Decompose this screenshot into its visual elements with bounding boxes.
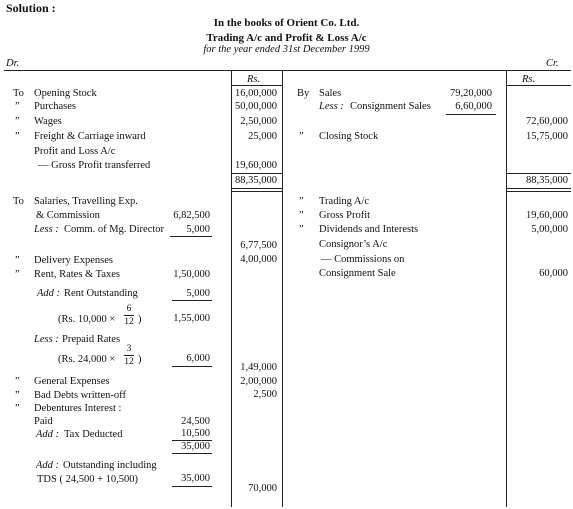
commission-label: & Commission [36,210,100,221]
sales-label: Sales [319,88,342,99]
paid-label: Paid [34,416,53,427]
consignment-sales-label: Consignment Sales [350,101,431,112]
freight-amount: 25,000 [248,131,277,142]
rs-rule-right [507,85,571,86]
less-comm-label: Comm. of Mg. Director [64,224,165,235]
less-label: Less : [34,334,59,345]
purchases-amount: 50,00,000 [235,101,277,112]
prepaid-label: Prepaid Rates [62,334,121,345]
salaries-label: Salaries, Travelling Exp. [34,196,138,207]
fraction-numerator: 6 [126,304,132,314]
bad-debts-label: Bad Debts written-off [34,390,126,401]
pl-ac-label: Profit and Loss A/c [34,146,116,157]
rent-subtotal-amount: 1,55,000 [173,313,210,324]
subtotal-rule [446,114,496,115]
deb-subtotal-amount: 35,000 [181,441,210,452]
salaries-net-amount: 6,77,500 [240,240,277,251]
rs-header-right: Rs. [522,74,536,85]
subtotal-rule [172,486,212,487]
trading-total-dr: 88,35,000 [235,175,277,186]
tax-deducted-label: Tax Deducted [64,429,123,440]
dividends-amount: 5,00,000 [531,224,568,235]
freight-label: Freight & Carriage inward [34,131,146,142]
total-rule [507,188,571,189]
gross-profit-amount: 19,60,000 [526,210,568,221]
less-label: Less : [34,224,59,235]
total-rule [232,188,282,189]
fraction-bar [124,315,134,316]
general-label: General Expenses [34,376,110,387]
delivery-amount: 4,00,000 [240,254,277,265]
sales-amount: 79,20,000 [450,88,492,99]
subtotal-rule [172,366,212,367]
gross-profit-label: Gross Profit [319,210,371,221]
rent-calc-text: (Rs. 10,000 × [58,314,116,325]
purchases-label: Purchases [34,101,76,112]
gp-transferred-label: — Gross Profit transferred [38,160,151,171]
ditto-mark: ” [299,210,304,221]
col-divider-inner-right [506,70,507,507]
to-label: To [13,196,24,207]
tax-deducted-amount: 10,500 [181,428,210,439]
rent-outstanding-label: Rent Outstanding [64,288,138,299]
fraction-bar [124,355,134,356]
total-rule [507,191,571,192]
rs-header-left: Rs. [247,74,261,85]
ditto-mark: ” [15,403,20,414]
opening-stock-label: Opening Stock [34,88,97,99]
ditto-mark: ” [15,116,20,127]
bad-debts-amount: 2,500 [253,389,277,400]
less-comm-amount: 5,000 [186,224,210,235]
subtotal-rule [232,173,282,174]
rent-outstanding-amount: 5,000 [186,288,210,299]
ledger-title: In the books of Orient Co. Ltd. [213,17,360,29]
period-subtitle: for the year ended 31st December 1999 [203,44,370,55]
less-label: Less : [319,101,344,112]
commission-amount: 6,82,500 [173,210,210,221]
wages-label: Wages [34,116,62,127]
cr-label: Cr. [546,58,559,69]
trading-total-cr: 88,35,000 [526,175,568,186]
ditto-mark: ” [15,101,20,112]
paid-amount: 24,500 [181,416,210,427]
add-label: Add : [36,460,60,471]
add-label: Add : [36,429,60,440]
ditto-mark: ” [15,131,20,142]
ditto-mark: ” [299,224,304,235]
fraction-denominator: 12 [124,357,134,367]
opening-stock-amount: 16,00,000 [235,88,277,99]
ditto-mark: ” [299,131,304,142]
closing-stock-label: Closing Stock [319,131,379,142]
prepaid-amount: 6,000 [186,353,210,364]
dr-label: Dr. [6,58,20,69]
rent-amount: 1,50,000 [173,269,210,280]
subtotal-rule [172,300,212,301]
deb-total-amount: 70,000 [248,483,277,494]
prepaid-calc-text: (Rs. 24,000 × [58,354,116,365]
rs-rule-left [232,85,282,86]
fraction-numerator: 3 [126,344,132,354]
total-rule [232,191,282,192]
consignor-label: Consignor’s A/c [319,239,388,250]
trading-ac-label: Trading A/c [319,196,370,207]
rent-label: Rent, Rates & Taxes [34,269,120,280]
account-title: Trading A/c and Profit & Loss A/c [206,32,367,44]
ditto-mark: ” [15,376,20,387]
to-label: To [13,88,24,99]
fraction-denominator: 12 [124,317,134,327]
prepaid-calc-close: ) [138,354,142,365]
add-label: Add : [37,288,61,299]
outstanding-label-1: Outstanding including [63,460,157,471]
subtotal-rule [507,173,571,174]
delivery-label: Delivery Expenses [34,255,114,266]
consignment-sales-amount: 6,60,000 [455,101,492,112]
closing-stock-amount: 15,75,000 [526,131,568,142]
rent-calc-close: ) [138,314,142,325]
ditto-mark: ” [15,390,20,401]
solution-heading: Solution : [6,1,56,15]
rent-net-amount: 1,49,000 [240,362,277,373]
net-sales-amount: 72,60,000 [526,116,568,127]
outstanding-amount: 35,000 [181,473,210,484]
consignment-sale-amount: 60,000 [539,268,568,279]
wages-amount: 2,50,000 [240,116,277,127]
by-label: By [297,88,310,99]
gp-transferred-amount: 19,60,000 [235,160,277,171]
outstanding-label-2: TDS ( 24,500 + 10,500) [37,474,139,485]
subtotal-rule [170,236,212,237]
dividends-label: Dividends and Interests [319,224,419,235]
consignment-sale-label: Consignment Sale [319,268,396,279]
ditto-mark: ” [299,196,304,207]
general-amount: 2,00,000 [240,376,277,387]
subtotal-rule [172,453,212,454]
ditto-mark: ” [15,269,20,280]
debentures-label: Debentures Interest : [34,403,122,414]
ditto-mark: ” [15,255,20,266]
ledger-top-rule [4,70,571,71]
commissions-label: — Commissions on [321,254,405,265]
col-divider-center [282,70,283,507]
